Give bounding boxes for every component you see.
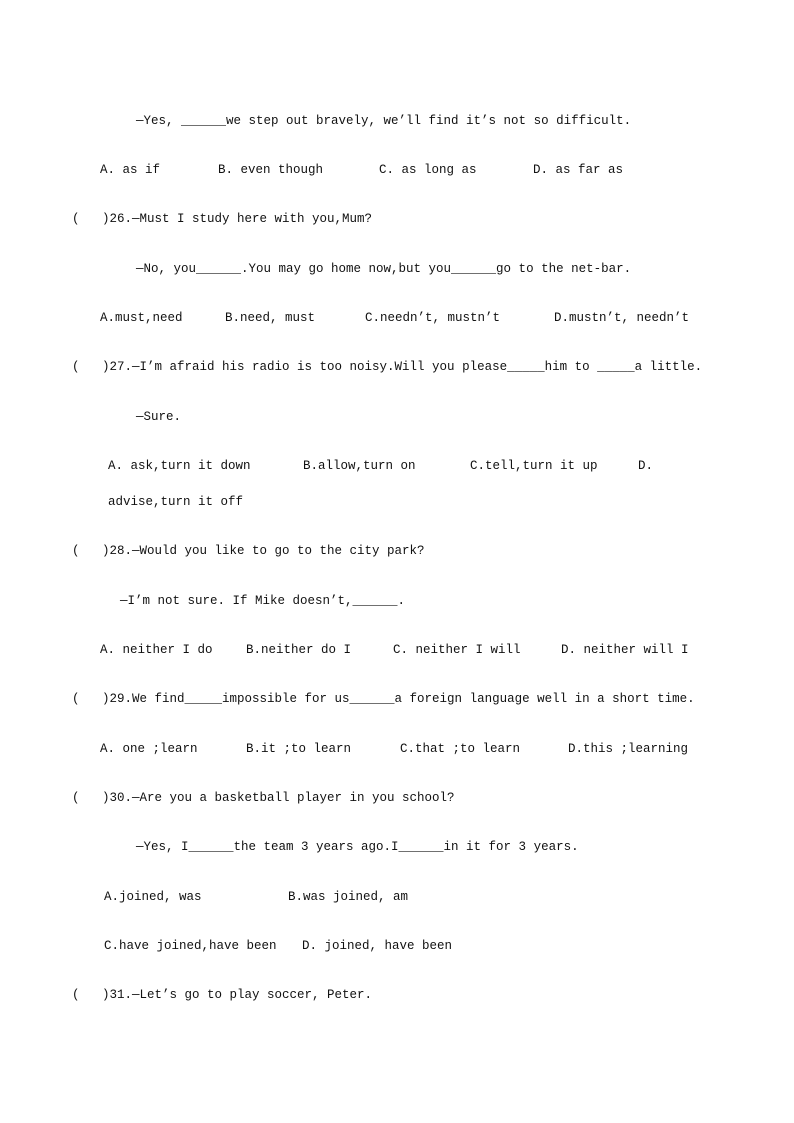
q30-option-c: C.have joined,have been bbox=[104, 939, 277, 953]
q28-option-d: D. neither will I bbox=[561, 643, 689, 657]
q29-option-d: D.this ;learning bbox=[568, 742, 689, 756]
q30-question: ( )30.—Are you a basketball player in you school? bbox=[72, 791, 455, 805]
q30-option-b: B.was joined, am bbox=[288, 890, 409, 904]
q25-option-d: D. as far as bbox=[533, 163, 624, 177]
q26-option-a: A.must,need bbox=[100, 311, 183, 325]
q30-reply: —Yes, I______the team 3 years ago.I______in it for 3 years. bbox=[136, 840, 579, 854]
q30-option-d: D. joined, have been bbox=[302, 939, 453, 953]
q28-question: ( )28.—Would you like to go to the city park? bbox=[72, 544, 425, 558]
q27-option-d-text: advise,turn it off bbox=[108, 495, 244, 509]
q28-option-b: B.neither do I bbox=[246, 643, 352, 657]
q27-reply: —Sure. bbox=[136, 410, 182, 424]
q29-option-a: A. one ;learn bbox=[100, 742, 198, 756]
q29-question: ( )29.We find_____impossible for us______a foreign language well in a short time. bbox=[72, 692, 695, 706]
q26-question: ( )26.—Must I study here with you,Mum? bbox=[72, 212, 373, 226]
q29-option-b: B.it ;to learn bbox=[246, 742, 352, 756]
q28-reply: —I’m not sure. If Mike doesn’t,______. bbox=[120, 594, 406, 608]
q29-option-c: C.that ;to learn bbox=[400, 742, 521, 756]
q27-option-a: A. ask,turn it down bbox=[108, 459, 251, 473]
q25-option-c: C. as long as bbox=[379, 163, 477, 177]
q25-option-b: B. even though bbox=[218, 163, 324, 177]
q25-option-a: A. as if bbox=[100, 163, 161, 177]
q26-option-d: D.mustn’t, needn’t bbox=[554, 311, 690, 325]
q30-option-a: A.joined, was bbox=[104, 890, 202, 904]
q26-option-b: B.need, must bbox=[225, 311, 316, 325]
q26-option-c: C.needn’t, mustn’t bbox=[365, 311, 501, 325]
q27-question: ( )27.—I’m afraid his radio is too noisy.Will you please_____him to _____a little. bbox=[72, 360, 703, 374]
q26-reply: —No, you______.You may go home now,but you______go to the net-bar. bbox=[136, 262, 632, 276]
q27-option-b: B.allow,turn on bbox=[303, 459, 416, 473]
q28-option-a: A. neither I do bbox=[100, 643, 213, 657]
q25-reply: —Yes, ______we step out bravely, we’ll find it’s not so difficult. bbox=[136, 114, 632, 128]
q28-option-c: C. neither I will bbox=[393, 643, 521, 657]
q27-option-d: D. bbox=[638, 459, 654, 473]
q31-question: ( )31.—Let’s go to play soccer, Peter. bbox=[72, 988, 373, 1002]
q27-option-c: C.tell,turn it up bbox=[470, 459, 598, 473]
